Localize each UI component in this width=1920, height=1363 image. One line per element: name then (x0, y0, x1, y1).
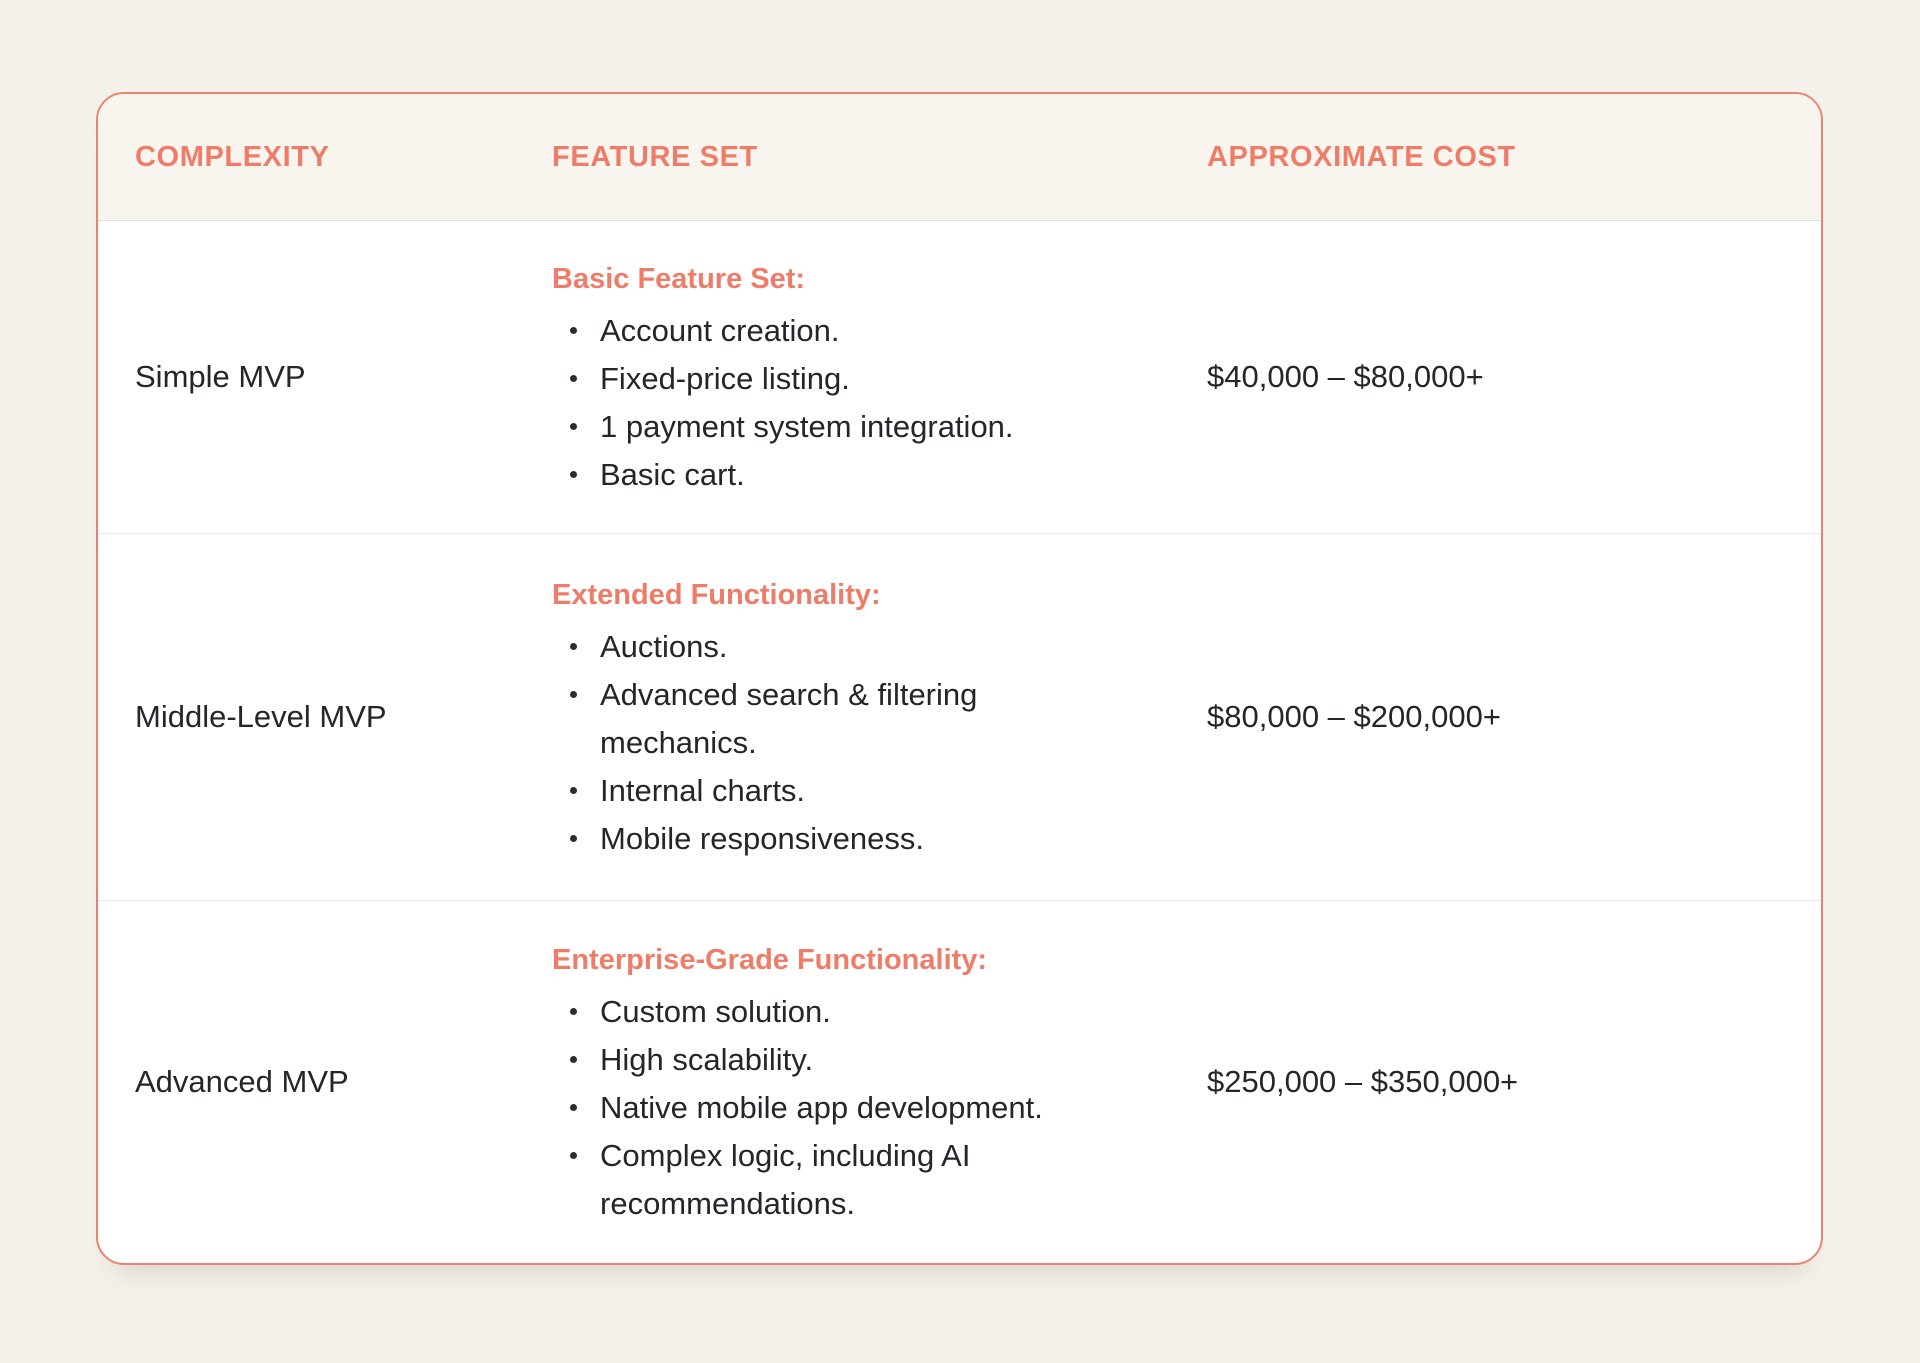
feature-list (552, 988, 1207, 1228)
feature-set-cell (552, 930, 1207, 1234)
table-row-simple-mvp (98, 221, 1821, 534)
feature-item: Fixed-price listing. (552, 355, 1082, 403)
feature-set-heading: Basic Feature Set: (552, 263, 806, 295)
feature-item: Complex logic, including AI recommendations. (552, 1132, 1082, 1228)
approximate-cost-value: $40,000 – $80,000+ (1207, 359, 1484, 394)
feature-item: Advanced search & filtering mechanics. (552, 671, 1082, 767)
feature-item: Auctions. (552, 623, 1082, 671)
feature-set-heading: Extended Functionality: (552, 579, 881, 611)
feature-item: Basic cart. (552, 451, 1082, 499)
pricing-table-card (96, 92, 1823, 1265)
feature-item: Mobile responsiveness. (552, 815, 1082, 863)
feature-list (552, 623, 1207, 863)
feature-item: Custom solution. (552, 988, 1082, 1036)
feature-list (552, 307, 1207, 499)
complexity-label: Advanced MVP (135, 1064, 349, 1099)
table-header-row (98, 94, 1821, 221)
table-row-middle-level-mvp (98, 534, 1821, 901)
feature-item: Internal charts. (552, 767, 1082, 815)
feature-item: Account creation. (552, 307, 1082, 355)
approximate-cost-value: $250,000 – $350,000+ (1207, 1064, 1519, 1099)
complexity-label: Middle-Level MVP (135, 699, 387, 734)
approximate-cost-value: $80,000 – $200,000+ (1207, 699, 1501, 734)
feature-item: 1 payment system integration. (552, 403, 1082, 451)
feature-set-cell (552, 249, 1207, 505)
feature-set-cell (552, 565, 1207, 869)
feature-item: High scalability. (552, 1036, 1082, 1084)
feature-set-heading: Enterprise-Grade Functionality: (552, 944, 988, 976)
column-header-approximate-cost: APPROXIMATE COST (1207, 140, 1516, 173)
column-header-complexity: COMPLEXITY (135, 140, 330, 173)
complexity-label: Simple MVP (135, 359, 306, 394)
table-row-advanced-mvp (98, 901, 1821, 1263)
feature-item: Native mobile app development. (552, 1084, 1082, 1132)
column-header-feature-set: FEATURE SET (552, 140, 758, 173)
